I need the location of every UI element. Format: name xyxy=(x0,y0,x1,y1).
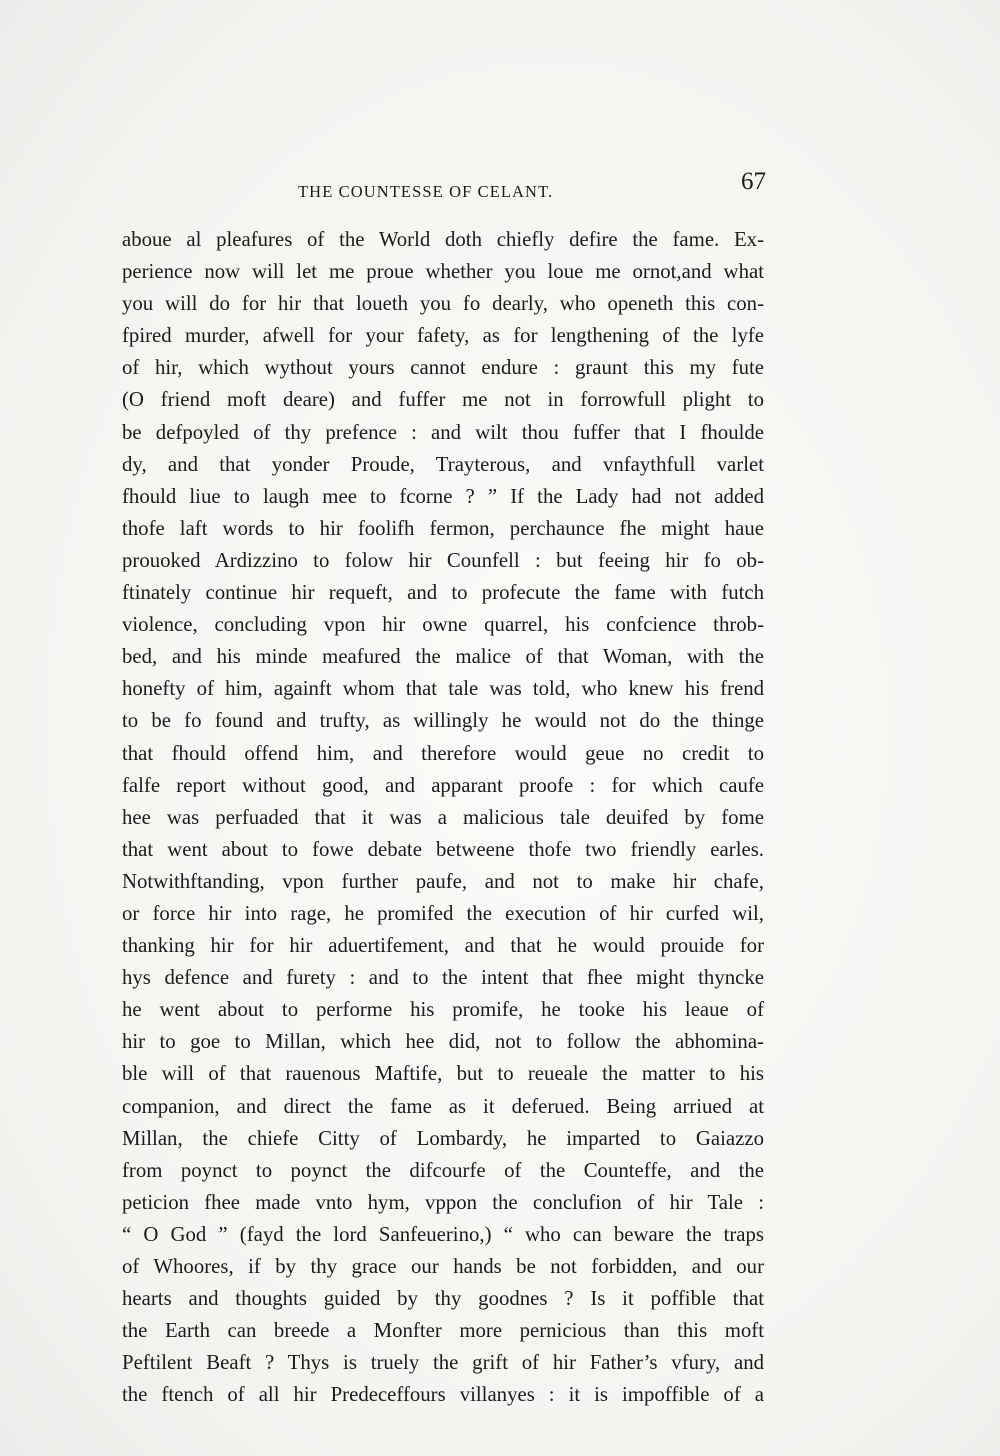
text-line: ftinately continue hir requeft, and to profecute the fame with futch xyxy=(122,581,764,605)
text-line: you will do for hir that loueth you fo dearly, who openeth this con- xyxy=(122,292,764,316)
text-line: the ftench of all hir Predeceffours villanyes : it is impoffible of a xyxy=(122,1383,764,1407)
text-line: hearts and thoughts guided by thy goodnes ? Is it poffible that xyxy=(122,1287,764,1311)
text-line: hir to goe to Millan, which hee did, not to follow the abhomina- xyxy=(122,1030,764,1054)
text-line: he went about to performe his promife, he tooke his leaue of xyxy=(122,998,764,1022)
text-line: thofe laft words to hir foolifh fermon, perchaunce fhe might haue xyxy=(122,516,764,540)
text-line: from poynct to poynct the difcourfe of the Counteffe, and the xyxy=(122,1158,764,1182)
text-line: aboue al pleafures of the World doth chiefly defire the fame. Ex- xyxy=(122,228,764,251)
running-title: THE COUNTESSE OF CELANT. xyxy=(298,182,554,201)
running-head xyxy=(120,168,770,208)
text-line: dy, and that yonder Proude, Trayterous, and vnfaythfull varlet xyxy=(122,452,764,476)
text-line: the Earth can breede a Monfter more pernicious than this moft xyxy=(122,1319,764,1343)
text-line: that fhould offend him, and therefore would geue no credit to xyxy=(122,741,764,765)
text-line: to be fo found and trufty, as willingly he would not do the thinge xyxy=(122,709,764,733)
text-line: prouoked Ardizzino to folow hir Counfell : but feeing hir fo ob- xyxy=(122,548,764,572)
text-line: thanking hir for hir aduertifement, and that he would prouide for xyxy=(122,934,764,958)
text-line: or force hir into rage, he promifed the execution of hir curfed wil, xyxy=(122,901,764,925)
text-line: perience now will let me proue whether you loue me ornot,and what xyxy=(122,260,764,284)
text-line: hee was perfuaded that it was a malicious tale deuifed by fome xyxy=(122,805,764,829)
page-number: 67 xyxy=(741,168,766,195)
text-line: peticion fhee made vnto hym, vppon the conclufion of hir Tale : xyxy=(122,1190,764,1214)
text-line: of hir, which wythout yours cannot endure : graunt this my fute xyxy=(122,356,764,380)
text-line: fpired murder, afwell for your fafety, as for lengthening of the lyfe xyxy=(122,324,764,348)
text-line: that went about to fowe debate betweene thofe two friendly earles. xyxy=(122,837,764,861)
text-line: Notwithftanding, vpon further paufe, and not to make hir chafe, xyxy=(122,869,764,893)
text-line: Peftilent Beaft ? Thys is truely the grift of hir Father’s vfury, and xyxy=(122,1351,764,1375)
body-text xyxy=(122,224,764,1411)
text-line: be defpoyled of thy prefence : and wilt thou fuffer that I fhoulde xyxy=(122,420,764,444)
text-line: hys defence and furety : and to the intent that fhee might thyncke xyxy=(122,966,764,990)
text-line: fhould liue to laugh mee to fcorne ? ” If the Lady had not added xyxy=(122,484,764,508)
text-line: (O friend moft deare) and fuffer me not in forrowfull plight to xyxy=(122,388,764,412)
text-line: falfe report without good, and apparant proofe : for which caufe xyxy=(122,773,764,797)
text-line: “ O God ” (fayd the lord Sanfeuerino,) “ who can beware the traps xyxy=(122,1222,764,1246)
text-line: bed, and his minde meafured the malice of that Woman, with the xyxy=(122,645,764,669)
text-line: violence, concluding vpon hir owne quarrel, his confcience throb- xyxy=(122,613,764,637)
text-line: ble will of that rauenous Maftife, but to reueale the matter to his xyxy=(122,1062,764,1086)
text-line: of Whoores, if by thy grace our hands be not forbidden, and our xyxy=(122,1255,764,1278)
text-line: Millan, the chiefe Citty of Lombardy, he imparted to Gaiazzo xyxy=(122,1126,764,1150)
text-line: companion, and direct the fame as it deferued. Being arriued at xyxy=(122,1094,764,1118)
text-line: honefty of him, againft whom that tale was told, who knew his frend xyxy=(122,677,764,701)
